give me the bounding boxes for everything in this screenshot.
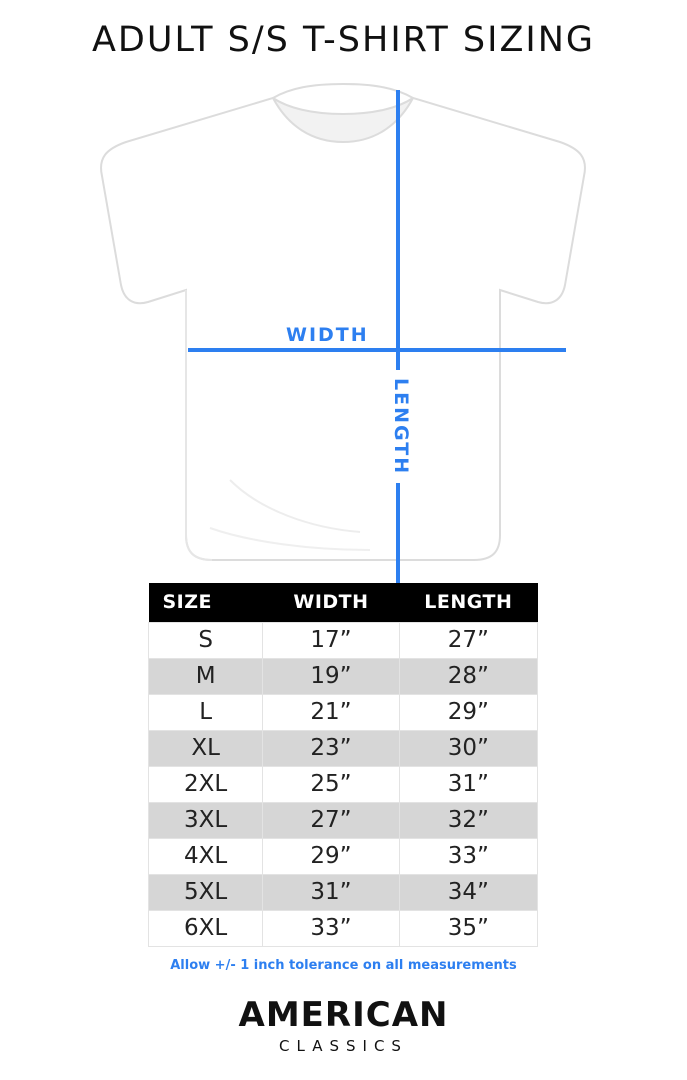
cell-length: 34” [399,875,537,911]
table-header-row [149,583,538,623]
table-row [149,875,538,911]
cell-length: 33” [399,839,537,875]
cell-size: M [149,659,263,695]
cell-width: 29” [263,839,399,875]
cell-width: 17” [263,623,399,659]
cell-length: 29” [399,695,537,731]
table-row [149,731,538,767]
cell-size: 3XL [149,803,263,839]
cell-length: 31” [399,767,537,803]
table-row [149,839,538,875]
cell-width: 25” [263,767,399,803]
cell-size: 2XL [149,767,263,803]
header-size: SIZE [149,583,263,623]
cell-length: 27” [399,623,537,659]
tolerance-note: Allow +/- 1 inch tolerance on all measurements [170,958,517,973]
brand-name: AMERICAN [238,995,449,1035]
cell-size: 4XL [149,839,263,875]
cell-width: 27” [263,803,399,839]
table-row [149,623,538,659]
cell-length: 32” [399,803,537,839]
width-measure-line [188,348,566,352]
brand-tagline: CLASSICS [279,1037,408,1055]
header-width: WIDTH [263,583,399,623]
size-chart-table [148,583,538,947]
cell-width: 23” [263,731,399,767]
table-row [149,659,538,695]
width-label: WIDTH [278,324,377,346]
cell-width: 31” [263,875,399,911]
table-row [149,803,538,839]
table-row [149,695,538,731]
cell-size: XL [149,731,263,767]
table-row [149,911,538,947]
table-row [149,767,538,803]
header-length: LENGTH [399,583,537,623]
page-title: ADULT S/S T-SHIRT SIZING [91,20,596,60]
cell-length: 28” [399,659,537,695]
length-measure-line [396,90,400,638]
cell-size: 6XL [149,911,263,947]
cell-size: S [149,623,263,659]
brand-logo [0,995,687,1055]
cell-size: L [149,695,263,731]
cell-width: 19” [263,659,399,695]
tshirt-diagram [60,80,627,570]
cell-length: 30” [399,731,537,767]
cell-size: 5XL [149,875,263,911]
cell-width: 21” [263,695,399,731]
cell-width: 33” [263,911,399,947]
length-label: LENGTH [390,370,412,483]
cell-length: 35” [399,911,537,947]
